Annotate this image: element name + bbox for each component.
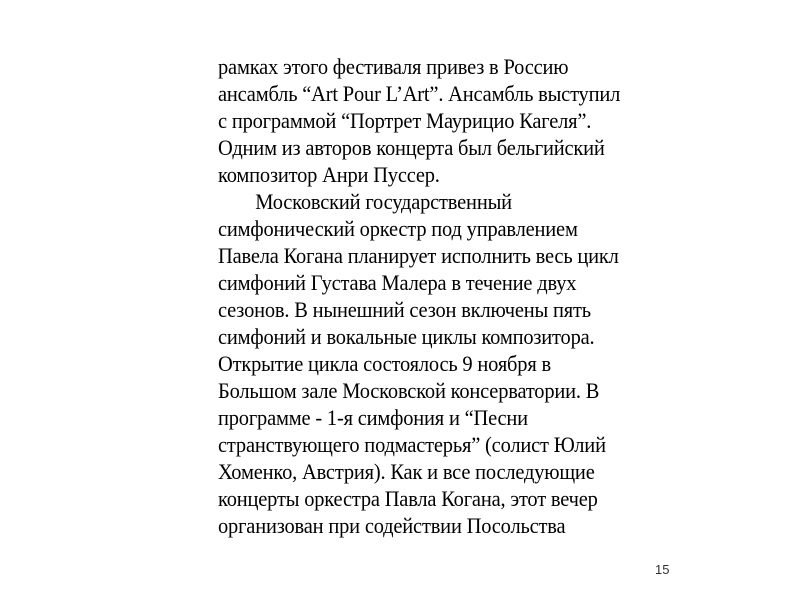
text-line: сезонов. В нынешний сезон включены пять [218,297,591,322]
text-line: композитор Анри Пуссер. [218,162,440,187]
text-line: рамках этого фестиваля привез в Россию [218,54,569,79]
paragraph-first-line: Московский государственный [255,189,512,214]
text-line: ансамбль “Art Pour L’Art”. Ансамбль выступил [218,81,621,106]
text-line: симфоний Густава Малера в течение двух [218,270,577,295]
text-line: концерты оркестра Павла Когана, этот вечер [218,486,598,511]
text-line: программе - 1-я симфония и “Песни [218,405,528,430]
text-line: симфоний и вокальные циклы композитора. [218,324,595,349]
text-line: Хоменко, Австрия). Как и все последующие [218,459,595,484]
text-line: Павела Когана планирует исполнить весь цикл [218,243,619,268]
text-line: Открытие цикла состоялось 9 ноября в [218,351,551,376]
text-line: с программой “Портрет Маурицио Кагеля”. [218,108,592,133]
text-line: Большом зале Московской консерватории. В [218,378,600,403]
text-line: Одним из авторов концерта был бельгийский [218,135,605,160]
text-line: странствующего подмастерья” (солист Юлий [218,432,606,457]
page-number: 15 [655,562,670,577]
text-line: организован при содействии Посольства [218,513,566,538]
text-line: симфонический оркестр под управлением [218,216,578,241]
slide-body-text [218,53,688,539]
